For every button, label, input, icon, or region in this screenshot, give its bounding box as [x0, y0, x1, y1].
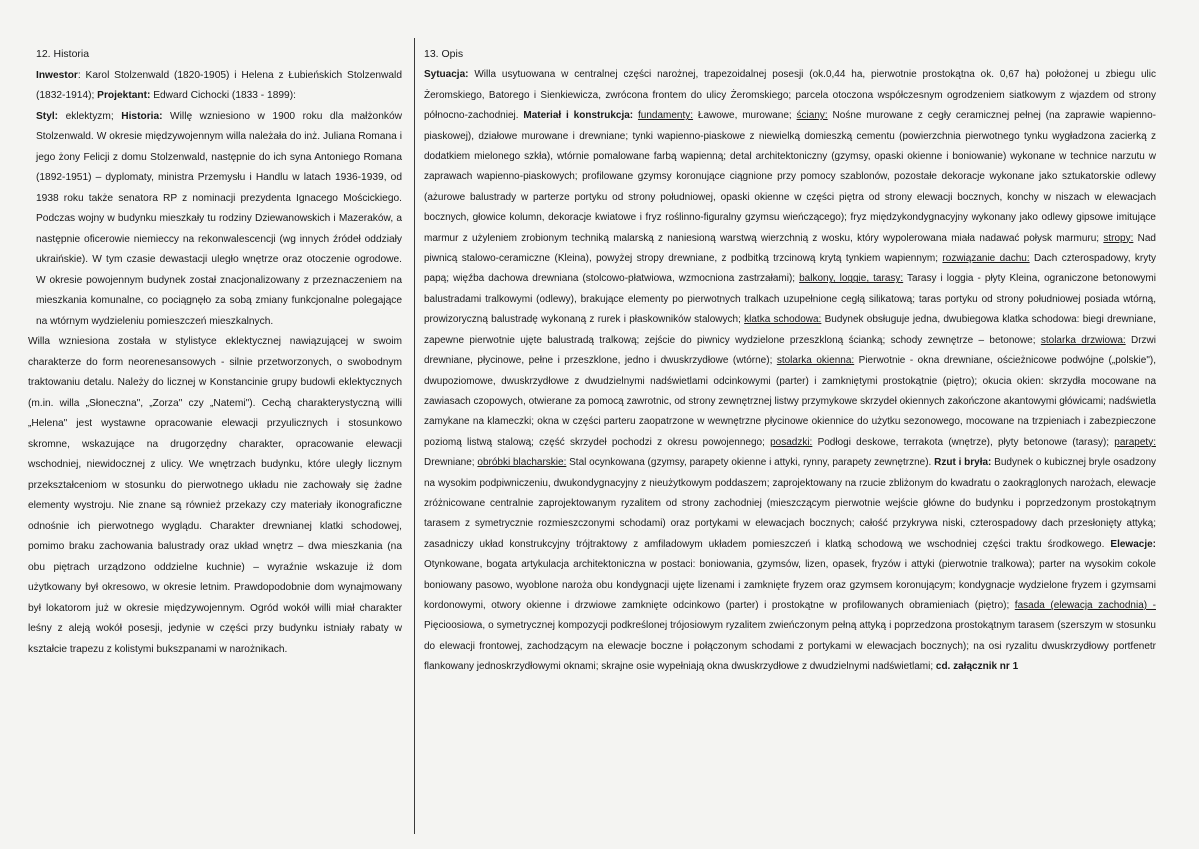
- doors-label: stolarka drzwiowa:: [1040, 334, 1126, 346]
- history-label: Historia:: [121, 110, 163, 122]
- staircase-text: Budynek obsługuje jedna, dwubiegowa klatka schodowa: biegi drewniane, zapewne pierwotnie ujęte balustradą tralkową; zejście do piwnicy wydzielone przeszkloną ścianką; schody zewnętrze – betonowe;: [424, 314, 1157, 346]
- style-label: Styl:: [36, 110, 59, 122]
- sills-text: Drewniane;: [424, 457, 478, 469]
- walls-label: ściany:: [796, 110, 828, 122]
- facades-label: Elewacje:: [1110, 538, 1156, 550]
- flashing-text: Stal ocynkowana (gzymsy, parapety okienne i attyki, rynny, parapety zewnętrzne).: [566, 457, 935, 469]
- material-label: Materiał i konstrukcja:: [523, 110, 634, 122]
- investor-paragraph: [28, 66, 402, 107]
- designer-text: Edward Cichocki (1833 - 1899):: [150, 90, 296, 101]
- west-facade-text: Pięcioosiowa, o symetrycznej kompozycji podkreślonej trójosiowym ryzalitem zwieńczonym pełną attyką i poprzedzona prostokątnym tarasem (szerszym w stosunku do elewacji frontowej, zachodzącym na elewacje boczne i połączonym schodami z portykami w elewacjach bocznych); na osi ryzalitu dwuskrzydłowy portfenetr flankowany jednoskrzydłowymi oknami; skrajne osie wypełniają okna dwuskrzydłowe z dwudzielnymi nadświetlami;: [424, 620, 1156, 673]
- doors-text: Drzwi drewniane, płycinowe, pełne i przeszklone, jedno i dwuskrzydłowe (wtórne);: [424, 334, 1156, 367]
- balconies-label: balkony, loggie, tarasy:: [799, 273, 904, 285]
- floors-label: posadzki:: [770, 436, 813, 448]
- floors-text: Podłogi deskowe, terrakota (wnętrze), płyty betonowe (tarasy);: [812, 436, 1115, 448]
- column-divider: [414, 38, 415, 834]
- facades-text: Otynkowane, bogata artykulacja architektoniczna w postaci: boniowania, gzymsów, lizen, opasek, fryzów i attyki (pierwotnie tralkowa); parter na wysokim cokole boniowany pasowo, wyoblone naroża obu kondygnacji ujęte lizenami i zamknięte fryzem oraz gzymsem koronującym; kondygnacje wydzielone fryzem i gzymsami kordonowymi, otwory okienne i drzwiowe zamknięte odcinkowo (parter) i prostokątne w profilowanych obramieniach (piętro);: [424, 559, 1156, 611]
- situation-text: Willa usytuowana w centralnej części narożnej, trapezoidalnej posesji (ok.0,44 ha, pierwotnie prostokątna ok. 0,67 ha) położonej u zbiegu ulic Żeromskiego, Batorego i Sienkiewicza, zwrócona frontem do ulicy Żeromskiego; parcela otoczona współczesnym ogrodzeniem siatkowym z wjazdem od strony północno-zachodniej.: [424, 69, 1156, 122]
- roof-label: rozwiązanie dachu:: [942, 253, 1030, 265]
- foundations-text: Ławowe, murowane;: [693, 110, 797, 122]
- history-heading: 12. Historia: [36, 48, 90, 60]
- ceilings-text: Nad piwnicą stalowo-ceramiczne (Kleina), powyżej stropy drewniane, z podbitką trzcinową krytą tynkiem wapiennym;: [424, 232, 1156, 265]
- plan-label: Rzut i bryła:: [934, 457, 992, 469]
- history-text: Willę wzniesiono w 1900 roku dla małżonków Stolzenwald. W okresie międzywojennym willa należała do inż. Juliana Romana i jego żony Felicji z domu Stolzenwald, następnie do ich syna Antoniego Romana (1892-1951) – dyplomaty, ministra Przemysłu i Handlu w latach 1936-1939, od 1938 roku także senatora RP z nominacji prezydenta Ignacego Mościckiego. Podczas wojny w budynku mieszkały tu rodziny Dziewanowskich i Mazeraków, a następnie oficerowie niemieccy na rekonwalescencji (wg innych źródeł oddziały ukraińskie). W tym czasie dewastacji uległo wnętrze oraz otoczenie ogrodowe. W okresie powojennym budynek został znacjonalizowany z przeznaczeniem na mieszkania komunalne, co pociągnęło za sobą zmiany funkcjonalne polegające na wtórnym wydzieleniu pomieszczeń mieszkalnych.: [36, 110, 402, 327]
- foundations-label: fundamenty:: [637, 110, 694, 122]
- walls-text: Nośne murowane z cegły ceramicznej pełnej (na zaprawie wapienno-piaskowej), działowe murowane i drewniane; tynki wapienno-piaskowe z niewielką domieszką cementu (powierzchnia pierwotnego tynku wygładzona zacierką z dodatkiem mielonego szkła), wtórnie pomalowane farbą wapienną; detal architektoniczny (gzymsy, opaski okienne i boniowanie) wykonane w technice narzutu w zaprawach wapienno-piaskowych; profilowane gzymsy koronujące ciągnione przy pomocy szablonów, pozostałe dekoracje wykonane jako sztukatorskie odlewy (ażurowe balustrady w parterze portyku od strony południowej, opaski okienne w części piętra od strony elewacji bocznych, konchy w niszach w elewacjach bocznych, głowice kolumn, dekoracje kwiatowe i fryz roślinno-figuralny gzymsu wieńczącego); fryz międzykondygnacyjny wykonany jako odlewy gipsowe imitujące marmur z użyleniem zrobionym techniką malarską z naniesioną warstwą wierzchnią z wosku, który wypolerowana miała nadawać połysk marmuru;: [424, 110, 1156, 244]
- villa-description-paragraph: Willa wzniesiona została w stylistyce eklektycznej nawiązującej w swoim charakterze do form neorenesansowych - silnie przetworzonych, o swobodnym traktowaniu detalu. Należy do licznej w Konstancinie grupy budowli eklektycznych (m.in. willa „Słoneczna", „Zorza" czy „Natemi"). Cechą charakterystyczną willi „Helena" jest wystawne opracowanie elewacji przyulicznych i stosunkowo skromne, wskazujące na drugorzędny charakter, opracowanie elewacji wschodniej, niewidocznej z ulicy. We wnętrzach budynku, które uległy licznym przekształceniom w stosunku do pierwotnego układu nie zachowały się żadne elementy wystroju. Nie znane są również przekazy czy materiały ikonograficzne odnośnie ich pierwotnego wyglądu. Charakter drewnianej klatki schodowej, pomimo braku zachowania balustrady oraz układ wnętrz – dwa mieszkania (na obu piętrach urządzono oddzielne kuchnie) – wyraźnie wskazuje iż dom użytkowany był okresowo, w okresie letnim. Prawdopodobnie dom wynajmowany był lokatorom już w okresie międzywojennym. Ogród wokół willi miał charakter leśny z aleją wokół posesji, jedynie w części przy budynku istniały rabaty w kształcie trapezu z kolistymi bukszpanami w narożnikach.: [28, 336, 402, 655]
- description-column: [424, 44, 1156, 678]
- description-paragraph: [424, 65, 1156, 677]
- continuation-note: cd. załącznik nr 1: [935, 661, 1019, 673]
- balconies-text: Tarasy i loggia - płyty Kleina, ograniczone betonowymi balustradami tralkowymi (odlewy), brakujące elementy po pierwotnych tralkach uzupełnione cegłą silikatową; taras portyku od strony południowej posiada wtórną, prowizoryczną balustradę wykonaną z rurek i płaskowników stalowych;: [424, 273, 1156, 326]
- description-heading: 13. Opis: [424, 48, 464, 60]
- flashing-label: obróbki blacharskie:: [477, 457, 567, 469]
- investor-label: Inwestor: [36, 69, 78, 81]
- windows-text: Pierwotnie - okna drewniane, ościeżnicowe podwójne („polskie"), dwupoziomowe, dwuskrzydłowe z dwudzielnymi nadświetlami odcinkowymi (parter) i zamkniętymi prostokątnie (piętro); okucia okien: skrzydła mocowane na zawiasach czopowych, otwierane za pomocą zawrotnic, od strony zewnętrznej listwy przymykowe skrzydeł okiennych zakończone akantowymi główicami; nadświetla zamykane na klameczki; okna w części parteru zaopatrzone w wewnętrzne płycinowe okiennice do użytku sezonowego, mocowane na trzpieniach i zabezpieczone poziomą listwą stalową; część skrzydeł pochodzi z okresu powojennego;: [424, 355, 1156, 448]
- staircase-label: klatka schodowa:: [744, 314, 822, 326]
- sills-label: parapety:: [1114, 436, 1156, 448]
- designer-label: Projektant:: [97, 90, 151, 101]
- windows-label: stolarka okienna:: [776, 355, 855, 367]
- plan-text: Budynek o kubicznej bryle osadzony na wysokim podpiwniczeniu, dwukondygnacyjny z nieużytkowym poddaszem; zaprojektowany na rzucie zbliżonym do kwadratu o zaokrąglonych narożach, elewacje zróżnicowane centralnie zaprojektowanym ryzalitem od strony zachodniej (mieszczącym pierwotnie wejście główne do budynku i poprzedzonym prostokątnym tarasem z symetrycznie rozmieszczonymi schodami) oraz portykami w elewacjach bocznych; całość przykrywa niski, czterospadowy dach przesłonięty attyką; zasadniczy układ konstrukcyjny trójtraktowy z amfiladowym układem pomieszczeń i klatką schodową we wschodniej części traktu środkowego.: [424, 457, 1157, 550]
- situation-label: Sytuacja:: [424, 69, 469, 81]
- style-paragraph: [28, 107, 402, 333]
- investor-text: : Karol Stolzenwald (1820-1905) i Helena z Łubieńskich Stolzenwald (1832-1914);: [36, 69, 402, 101]
- history-column: [28, 44, 402, 660]
- roof-text: Dach czterospadowy, kryty papą; więźba dachowa drewniana (stolcowo-płatwiowa, wzmocniona zastrzałami);: [424, 253, 1156, 285]
- west-facade-label: fasada (elewacja zachodnia) -: [1014, 599, 1156, 611]
- style-text: eklektyzm;: [58, 110, 122, 122]
- ceilings-label: stropy:: [1103, 232, 1134, 244]
